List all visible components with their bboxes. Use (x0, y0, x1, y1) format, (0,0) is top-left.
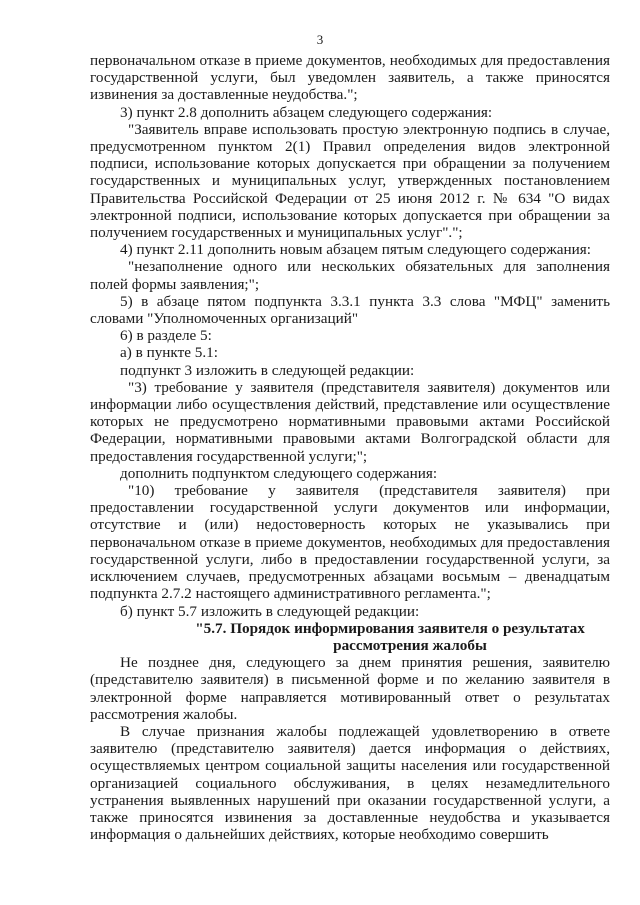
page-number: 3 (316, 32, 324, 47)
paragraph: "3) требование у заявителя (представителя заявителя) документов или информации либо осуществления действий, представление или осуществление которых не предусмотрено нормативными правовыми актами Российской Федерации, нормативными правовыми актами Волгоградской области для предоставления государственной услуги;"; (90, 378, 610, 465)
paragraph: 5) в абзаце пятом подпункта 3.3.1 пункта 3.3 слова "МФЦ" заменить словами "Уполномоченных организаций" (90, 292, 610, 328)
paragraph: "10) требование у заявителя (представителя заявителя) при предоставлении государственной услуги документов или информации, отсутствие и (или) недостоверность которых не указывались при первоначальном отказе в приеме документов, необходимых для предоставления государственной услуги, либо в предоставлении государственной услуги, за исключением случаев, предусмотренных абзацами восьмым – двенадцатым подпункта 2.7.2 настоящего административного регламента."; (90, 482, 610, 603)
paragraph: подпункт 3 изложить в следующей редакции: (120, 361, 415, 379)
section-heading (90, 620, 610, 654)
heading-line-1: "5.7. Порядок информирования заявителя о результатах (195, 619, 585, 637)
paragraph: 6) в разделе 5: (120, 327, 212, 345)
paragraph: дополнить подпунктом следующего содержания: (120, 464, 438, 482)
document-body (90, 52, 610, 843)
paragraph: б) пункт 5.7 изложить в следующей редакции: (120, 602, 420, 620)
paragraph: Не позднее дня, следующего за днем принятия решения, заявителю (представителю заявителя) в письменной форме и по желанию заявителя в электронной форме направляется мотивированный ответ о результатах рассмотрения жалобы. (90, 654, 610, 723)
paragraph: 3) пункт 2.8 дополнить абзацем следующего содержания: (120, 103, 493, 121)
paragraph: "Заявитель вправе использовать простую электронную подпись в случае, предусмотренном пунктом 2(1) Правил определения видов электронной подписи, использование которых допускается при обращении за получением государственных и муниципальных услуг, утвержденных постановлением Правительства Российской Федерации от 25 июня 2012 г. № 634 "О видах электронной подписи, использование которых допускается при обращении за получением государственных и муниципальных услуг"."; (90, 120, 610, 242)
paragraph: 4) пункт 2.11 дополнить новым абзацем пятым следующего содержания: (120, 241, 591, 259)
paragraph: а) в пункте 5.1: (120, 344, 218, 362)
heading-line-2: рассмотрения жалобы (333, 636, 487, 654)
paragraph: В случае признания жалобы подлежащей удовлетворению в ответе заявителю (представителю заявителя) дается информация о действиях, осуществляемых центром социальной защиты населения или государственной организацией социального обслуживания, в целях незамедлительного устранения выявленных нарушений при оказании государственной услуги, а также приносятся извинения за доставленные неудобства и указывается информация о дальнейших действиях, которые необходимо совершить (90, 722, 610, 844)
paragraph: "незаполнение одного или нескольких обязательных для заполнения полей формы заявления;"; (90, 258, 610, 293)
paragraph: первоначальном отказе в приеме документов, необходимых для предоставления государственной услуги, был уведомлен заявитель, а также приносятся извинения за доставленные неудобства."; (90, 52, 610, 104)
